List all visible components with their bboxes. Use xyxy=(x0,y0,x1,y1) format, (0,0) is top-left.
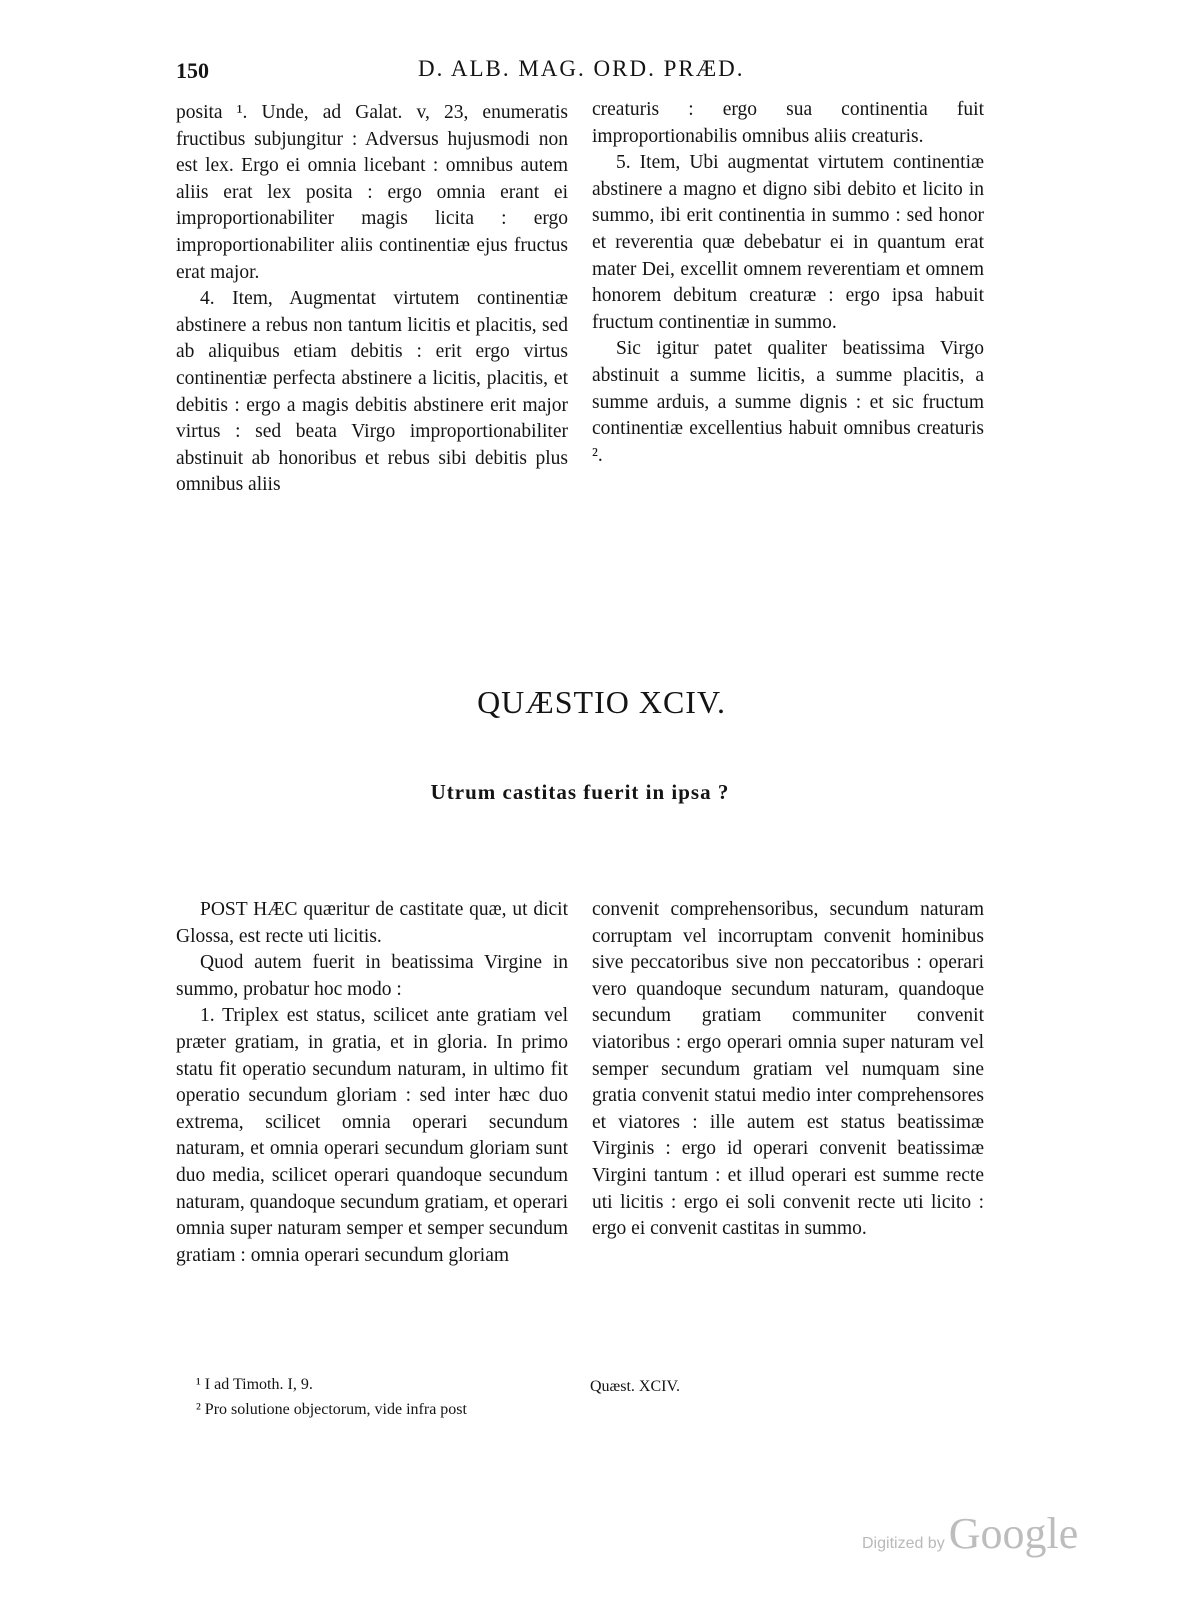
footnote: ¹ I ad Timoth. I, 9. xyxy=(196,1376,313,1393)
paragraph: creaturis : ergo sua continentia fuit improportionabilis omnibus aliis creaturis. xyxy=(592,99,984,147)
upper-left-column xyxy=(176,100,568,499)
running-head: D. ALB. MAG. ORD. PRÆD. xyxy=(418,56,745,81)
paragraph: Quod autem fuerit in beatissima Virgine in summo, probatur hoc modo : xyxy=(176,952,568,1000)
lower-right-column xyxy=(592,897,984,1243)
footnote-right: Quæst. XCIV. xyxy=(590,1378,680,1395)
paragraph: 5. Item, Ubi augmentat virtutem continentiæ abstinere a magno et digno sibi debito et licito in summo, ibi erit continentia in summo : sed honor et reverentia quæ debebatur ei in quantum erat mater Dei, excellit omnem reverentiam et omnem honorem debitum creaturæ : ergo ipsa habuit fructum continentiæ in summo. xyxy=(592,152,984,333)
footnote: ² Pro solutione objectorum, vide infra post xyxy=(196,1401,467,1418)
watermark-label: Digitized by xyxy=(862,1535,945,1552)
question-subtitle: Utrum castitas fuerit in ipsa ? xyxy=(430,780,730,804)
question-title: QUÆSTIO XCIV. xyxy=(477,684,726,720)
digitized-watermark xyxy=(862,1508,1078,1559)
upper-right-column xyxy=(592,97,984,469)
paragraph: convenit comprehensoribus, secundum naturam corruptam vel incorruptam convenit hominibus sive peccatoribus sive non peccatoribus : operari vero quandoque secundum naturam, quandoque secundum gratiam communiter convenit viatoribus : ergo operari omnia super naturam vel semper secundum gratiam vel numquam sine gratia convenit statui medio inter comprehensores et viatores : ille autem est status beatissimæ Virginis : ergo id operari convenit beatissimæ Virgini tantum : et illud operari est summe recte uti licitis : ergo ei soli convenit recte uti licito : ergo ei convenit castitas in summo. xyxy=(592,899,984,1240)
paragraph: POST HÆC quæritur de castitate quæ, ut dicit Glossa, est recte uti licitis. xyxy=(176,899,568,947)
footnotes-left xyxy=(196,1372,467,1422)
page-number: 150 xyxy=(176,58,209,83)
paragraph: Sic igitur patet qualiter beatissima Virgo abstinuit a summe licitis, a summe placitis, a summe arduis, a summe dignis : et sic fructum continentiæ excellentius habuit omnibus creaturis ². xyxy=(592,338,984,466)
paragraph: posita ¹. Unde, ad Galat. v, 23, enumeratis fructibus subjungitur : Adversus hujusmodi non est lex. Ergo ei omnia licebant : omnibus autem aliis erat lex posita : ergo omnia erant ei improportionabiliter magis licita : ergo improportionabiliter aliis continentiæ ejus fructus erat major. xyxy=(176,102,568,283)
paragraph: 1. Triplex est status, scilicet ante gratiam vel præter gratiam, in gratia, et in gloria. In primo statu fit operatio secundum naturam, in ultimo fit operatio secundum gloriam : sed inter hæc duo extrema, scilicet omnia operari secundum naturam, et omnia operari secundum gloriam sunt duo media, scilicet operari quandoque secundum naturam, quandoque secundum gratiam, et operari omnia super naturam semper et semper secundum gratiam : omnia operari secundum gloriam xyxy=(176,1005,568,1266)
paragraph: 4. Item, Augmentat virtutem continentiæ abstinere a rebus non tantum licitis et placitis, sed ab aliquibus etiam debitis : erit ergo virtus continentiæ perfecta abstinere a licitis, placitis, et debitis : ergo a magis debitis abstinere erit major virtus : sed beata Virgo improportionabiliter abstinuit ab honoribus et rebus sibi debitis plus omnibus aliis xyxy=(176,288,568,496)
lower-left-column xyxy=(176,897,568,1269)
google-logo: Google xyxy=(948,1509,1079,1558)
